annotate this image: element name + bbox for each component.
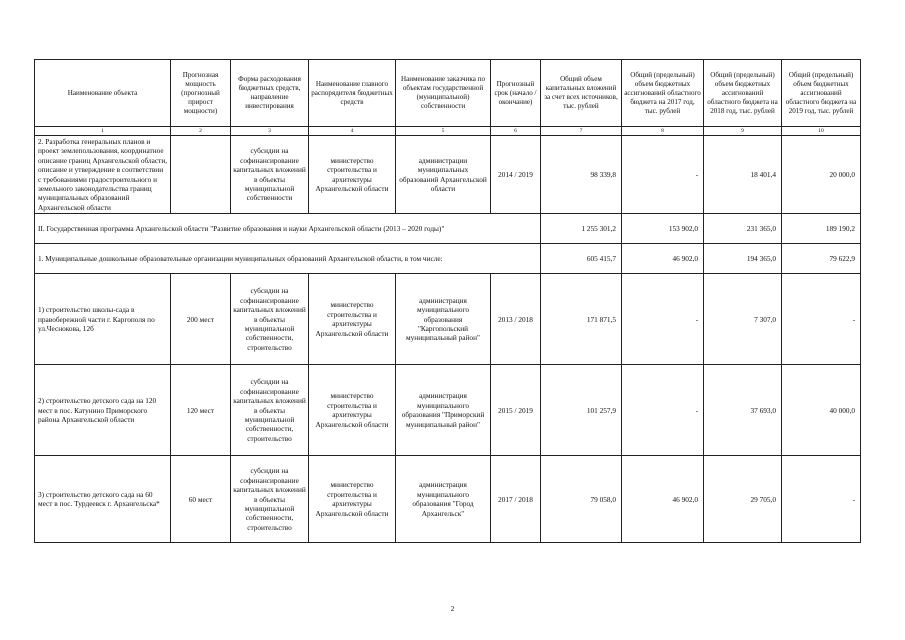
amount-2019-cell: - <box>782 456 861 543</box>
term-cell: 2013 / 2018 <box>491 274 541 365</box>
amount-2018-cell: 7 307,0 <box>704 274 782 365</box>
amount-2019-cell: 20 000,0 <box>782 136 861 214</box>
amount-2017-cell: 153 902,0 <box>622 214 704 244</box>
table-row <box>35 456 861 543</box>
section-title-cell: 1. Муниципальные дошкольные образовательные организации муниципальных образований Архангельской области, в том числе: <box>35 244 541 274</box>
capacity-cell <box>171 136 231 214</box>
customer-cell: администрация муниципального образования "Город Архангельск" <box>396 456 491 543</box>
term-cell: 2015 / 2019 <box>491 365 541 456</box>
form-cell: субсидии на софинансирование капитальных вложений в объекты муниципальной собственности <box>231 136 309 214</box>
total-cell: 1 255 301,2 <box>541 214 622 244</box>
table-row <box>35 214 861 244</box>
table-row <box>35 274 861 365</box>
amount-2017-cell: - <box>622 136 704 214</box>
header-cell: Наименование заказчика по объектам государственной (муниципальной) собственности <box>396 60 491 127</box>
amount-2017-cell: 46 902,0 <box>622 456 704 543</box>
total-cell: 98 339,8 <box>541 136 622 214</box>
total-cell: 79 058,0 <box>541 456 622 543</box>
header-cell: Прогнозная мощность (прогнозный прирост мощности) <box>171 60 231 127</box>
column-number: 7 <box>541 127 622 136</box>
header-cell: Прогнозный срок (начало / окончание) <box>491 60 541 127</box>
header-cell: Общий (предельный) объем бюджетных ассигнований областного бюджета на 2017 год, тыс. рублей <box>622 60 704 127</box>
amount-2018-cell: 231 365,0 <box>704 214 782 244</box>
amount-2018-cell: 37 693,0 <box>704 365 782 456</box>
header-cell: Наименование объекта <box>35 60 171 127</box>
total-cell: 605 415,7 <box>541 244 622 274</box>
table-row <box>35 244 861 274</box>
term-cell: 2017 / 2018 <box>491 456 541 543</box>
amount-2018-cell: 29 705,0 <box>704 456 782 543</box>
column-number: 6 <box>491 127 541 136</box>
manager-cell: министерство строительства и архитектуры Архангельской области <box>309 136 396 214</box>
column-number: 10 <box>782 127 861 136</box>
object-name-cell: 2. Разработка генеральных планов и проект землепользования, координатное описание границ Архангельской области, описание и утверждение в соответствии с требованиями градостроительного и земельного законодательства границ муниципальных образований Архангельской области <box>35 136 171 214</box>
header-cell: Форма расходования бюджетных средств, направление инвестирования <box>231 60 309 127</box>
header-cell: Общий (предельный) объем бюджетных ассигнований областного бюджета на 2018 год, тыс. рублей <box>704 60 782 127</box>
customer-cell: администрация муниципального образования "Каргопольский муниципальный район" <box>396 274 491 365</box>
amount-2018-cell: 194 365,0 <box>704 244 782 274</box>
column-number-row <box>35 127 861 136</box>
header-cell: Общий (предельный) объем бюджетных ассигнований областного бюджета на 2019 год, тыс. рублей <box>782 60 861 127</box>
column-number: 9 <box>704 127 782 136</box>
object-name-cell: 2) строительство детского сада на 120 мест в пос. Катунино Приморского района Архангельской области <box>35 365 171 456</box>
amount-2018-cell: 18 401,4 <box>704 136 782 214</box>
form-cell: субсидии на софинансирование капитальных вложений в объекты муниципальной собственности, строительство <box>231 274 309 365</box>
header-cell: Общий объем капитальных вложений за счет всех источников, тыс. рублей <box>541 60 622 127</box>
capacity-cell: 120 мест <box>171 365 231 456</box>
page-number: 2 <box>450 604 455 613</box>
form-cell: субсидии на софинансирование капитальных вложений в объекты муниципальной собственности, строительство <box>231 365 309 456</box>
table-row <box>35 136 861 214</box>
term-cell: 2014 / 2019 <box>491 136 541 214</box>
capacity-cell: 60 мест <box>171 456 231 543</box>
investment-table <box>34 59 861 543</box>
column-number: 5 <box>396 127 491 136</box>
manager-cell: министерство строительства и архитектуры Архангельской области <box>309 274 396 365</box>
amount-2019-cell: 79 622,9 <box>782 244 861 274</box>
object-name-cell: 1) строительство школы-сада в правобережной части г. Каргополя по ул.Чеснокова, 12б <box>35 274 171 365</box>
amount-2017-cell: 46 902,0 <box>622 244 704 274</box>
amount-2017-cell: - <box>622 365 704 456</box>
column-number: 3 <box>231 127 309 136</box>
column-number: 4 <box>309 127 396 136</box>
program-title-cell: II. Государственная программа Архангельской области "Развитие образования и науки Архангельской области (2013 – 2020 годы)" <box>35 214 541 244</box>
object-name-cell: 3) строительство детского сада на 60 мест в пос. Турдеевск г. Архангельска* <box>35 456 171 543</box>
column-number: 8 <box>622 127 704 136</box>
table-row <box>35 365 861 456</box>
total-cell: 101 257,9 <box>541 365 622 456</box>
capacity-cell: 200 мест <box>171 274 231 365</box>
customer-cell: администрация муниципального образования "Приморский муниципальный район" <box>396 365 491 456</box>
customer-cell: администрации муниципальных образований Архангельской области <box>396 136 491 214</box>
form-cell: субсидии на софинансирование капитальных вложений в объекты муниципальной собственности, строительство <box>231 456 309 543</box>
header-row <box>35 60 861 127</box>
manager-cell: министерство строительства и архитектуры Архангельской области <box>309 365 396 456</box>
amount-2019-cell: 40 000,0 <box>782 365 861 456</box>
amount-2017-cell: - <box>622 274 704 365</box>
manager-cell: министерство строительства и архитектуры Архангельской области <box>309 456 396 543</box>
amount-2019-cell: 189 190,2 <box>782 214 861 244</box>
column-number: 1 <box>35 127 171 136</box>
total-cell: 171 871,5 <box>541 274 622 365</box>
header-cell: Наименование главного распорядителя бюджетных средств <box>309 60 396 127</box>
amount-2019-cell: - <box>782 274 861 365</box>
column-number: 2 <box>171 127 231 136</box>
